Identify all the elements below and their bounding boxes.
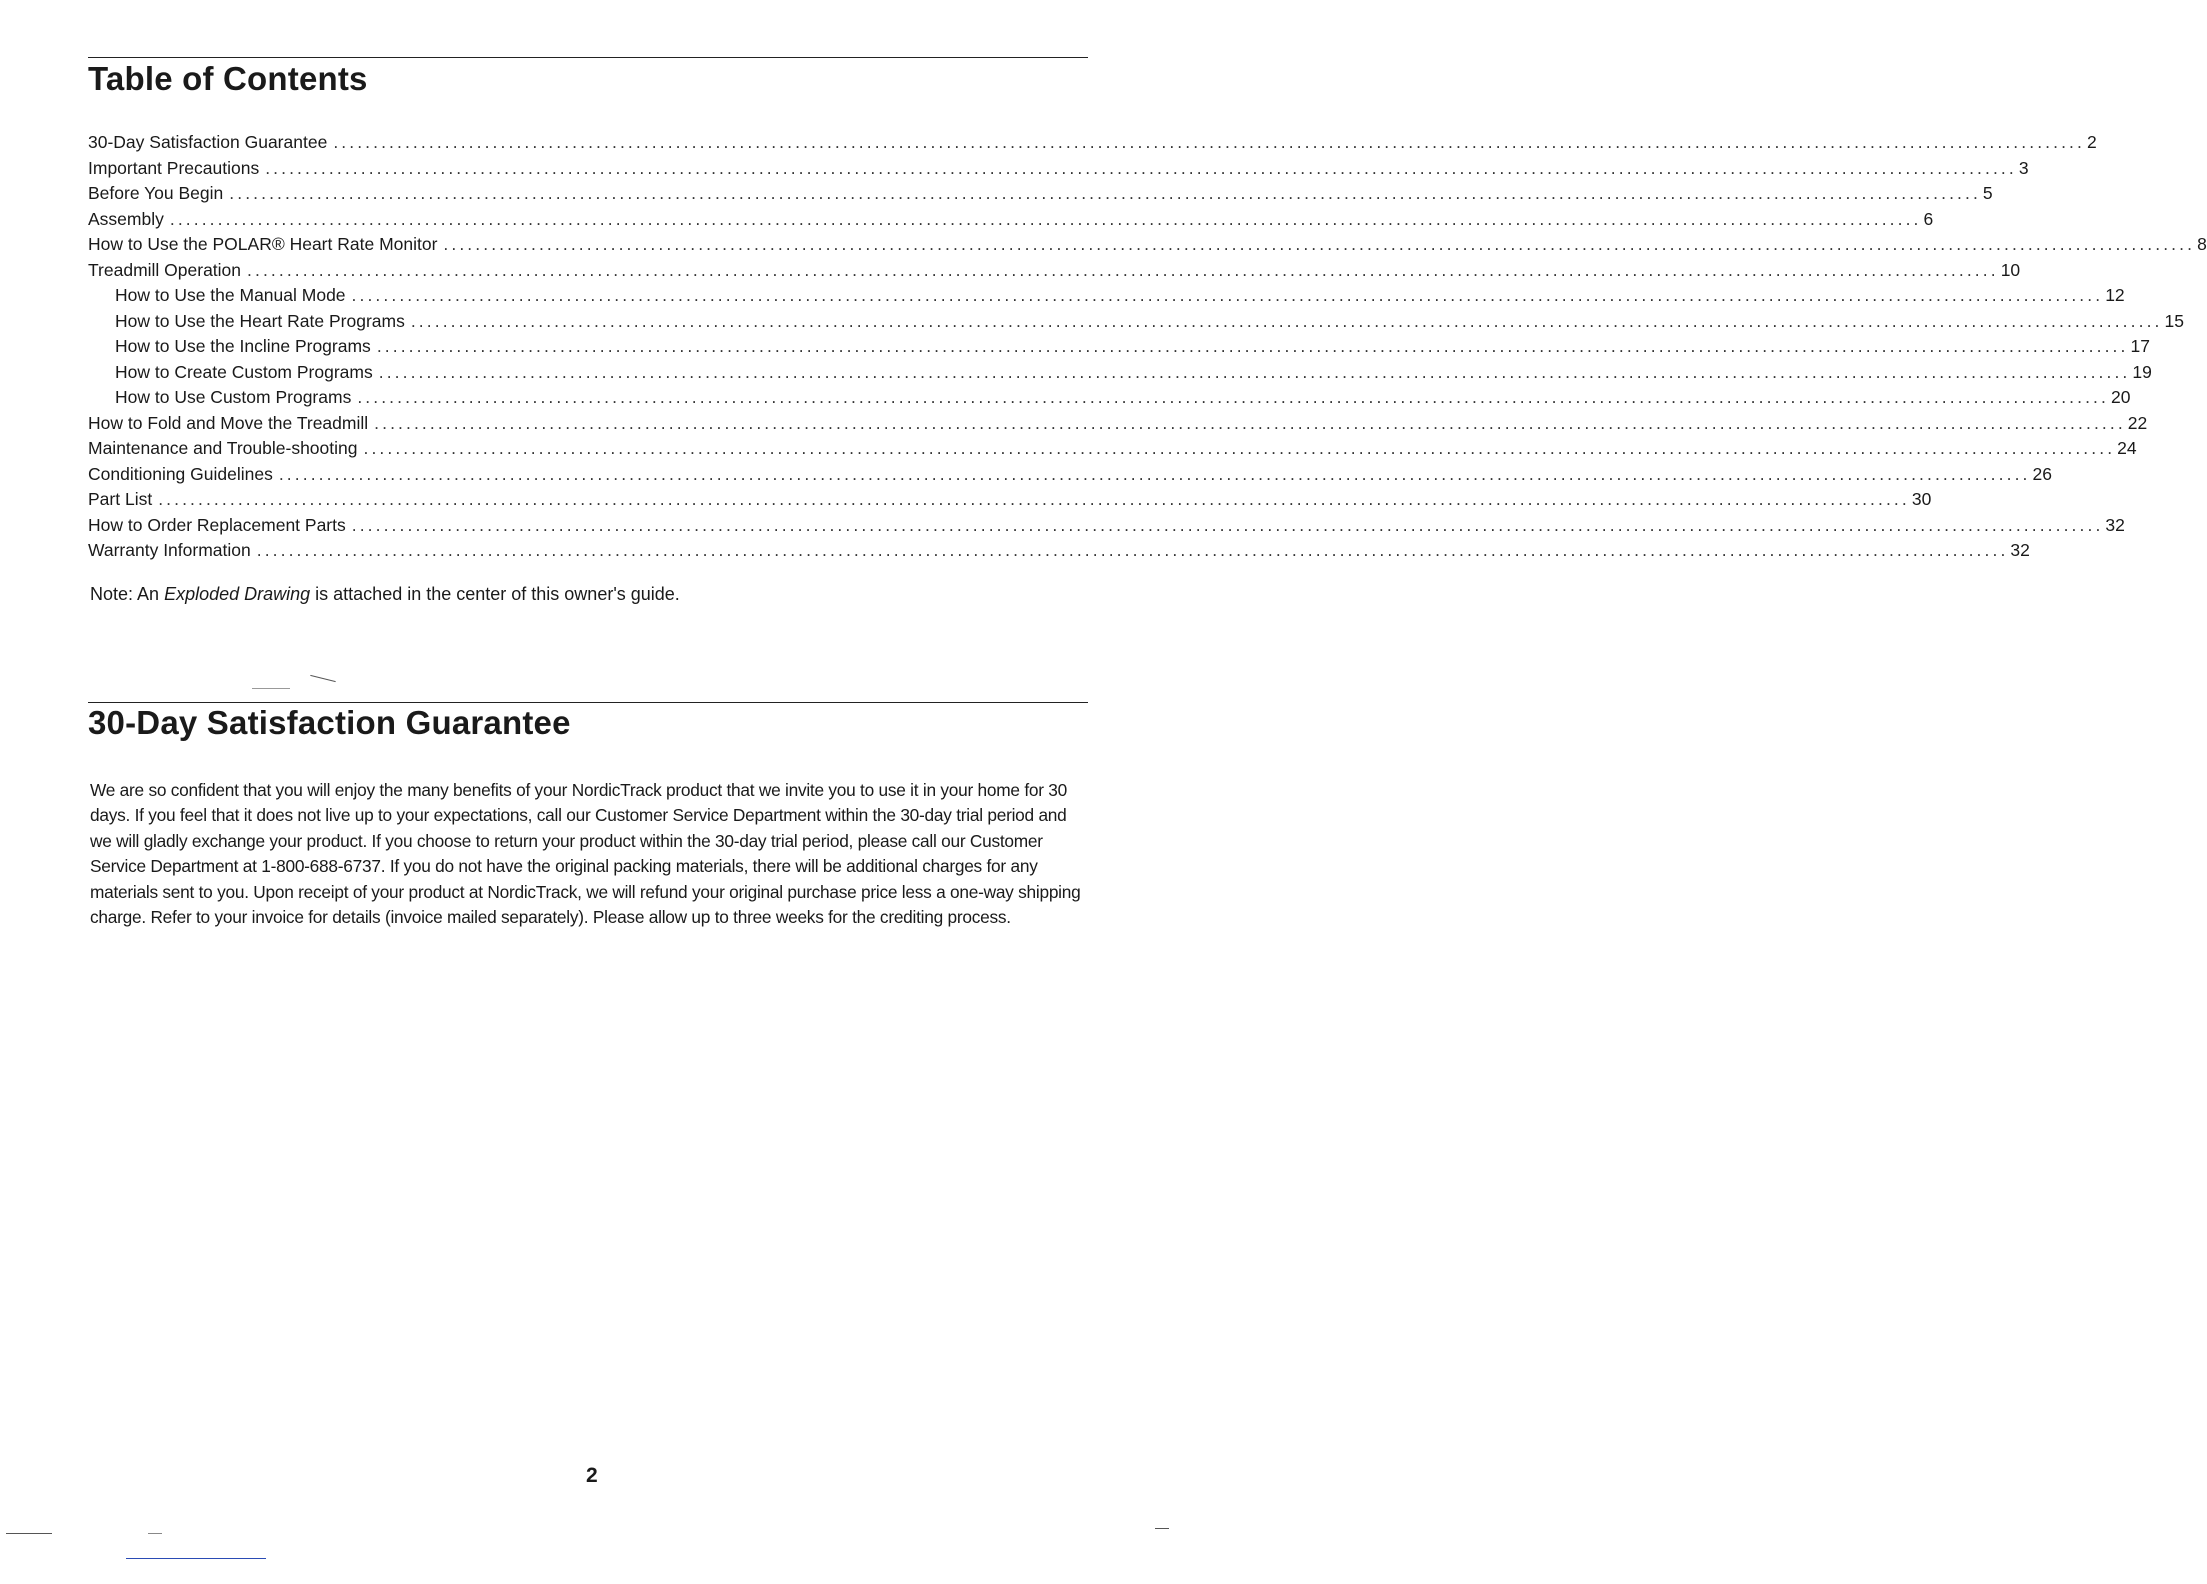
toc-entry-title: How to Use Custom Programs xyxy=(115,387,352,407)
toc-entry xyxy=(88,309,2184,335)
toc-entry-title: 30-Day Satisfaction Guarantee xyxy=(88,132,328,152)
toc-entry xyxy=(88,462,2052,488)
toc-dot-leader: ............................................................................................................................................................................................................................ xyxy=(374,412,2126,433)
scan-speck xyxy=(6,1533,52,1534)
toc-entry-page: 2 xyxy=(2086,132,2097,152)
toc-entry-page: 10 xyxy=(2000,259,2021,280)
scan-speck xyxy=(310,675,335,682)
toc-entry-page: 24 xyxy=(2117,438,2137,458)
toc-entry xyxy=(88,538,2030,564)
toc-dot-leader: ............................................................................................................................................................................................................................ xyxy=(158,489,1910,509)
toc-entry-page: 32 xyxy=(2010,540,2030,560)
toc-entry-title: Treadmill Operation xyxy=(88,259,242,280)
toc-dot-leader: ............................................................................................................................................................................................................................ xyxy=(333,132,2085,152)
toc-entry xyxy=(88,411,2148,437)
toc-dot-leader: ............................................................................................................................................................................................................................ xyxy=(229,183,1981,203)
toc-entry-page: 26 xyxy=(2032,463,2052,484)
toc-entry-page: 19 xyxy=(2132,361,2152,382)
toc-list xyxy=(88,130,2207,564)
toc-dot-leader: ............................................................................................................................................................................................................................ xyxy=(256,540,2009,560)
toc-dot-leader: ............................................................................................................................................................................................................................ xyxy=(265,157,2017,178)
toc-entry xyxy=(88,258,2021,284)
toc-dot-leader: ............................................................................................................................................................................................................................ xyxy=(357,387,2109,407)
toc-entry-title: Warranty Information xyxy=(88,540,251,560)
toc-entry xyxy=(88,283,2125,309)
note-suffix: is attached in the center of this owner's guide. xyxy=(310,584,680,604)
toc-dot-leader: ............................................................................................................................................................................................................................ xyxy=(410,310,2163,331)
toc-dot-leader: ............................................................................................................................................................................................................................ xyxy=(351,514,2104,535)
scan-speck xyxy=(252,688,290,689)
toc-entry xyxy=(88,487,1932,513)
toc-entry-page: 12 xyxy=(2105,285,2125,305)
toc-entry-page: 5 xyxy=(1982,183,1993,203)
toc-entry-page: 32 xyxy=(2105,514,2125,535)
toc-entry xyxy=(88,156,2029,182)
toc-entry-title: How to Fold and Move the Treadmill xyxy=(88,412,369,433)
note-emphasis: Exploded Drawing xyxy=(164,584,311,604)
toc-entry xyxy=(88,360,2152,386)
toc-entry-title: How to Use the Incline Programs xyxy=(115,336,371,356)
toc-entry xyxy=(88,207,1934,233)
guarantee-heading: 30-Day Satisfaction Guarantee xyxy=(88,704,571,741)
toc-entry-title: How to Use the POLAR® Heart Rate Monitor xyxy=(88,234,438,254)
toc-entry-title: How to Use the Manual Mode xyxy=(115,285,346,305)
toc-entry-page: 8 xyxy=(2197,234,2207,254)
toc-dot-leader: ............................................................................................................................................................................................................................ xyxy=(378,361,2131,382)
toc-entry-page: 17 xyxy=(2130,336,2150,356)
toc-entry xyxy=(88,385,2131,411)
guarantee-top-rule xyxy=(88,702,1088,703)
toc-entry xyxy=(88,436,2137,462)
toc-entry-title: Assembly xyxy=(88,208,164,229)
scan-speck xyxy=(126,1558,266,1559)
toc-entry xyxy=(88,130,2097,156)
toc-entry-page: 6 xyxy=(1923,208,1934,229)
toc-entry-page: 30 xyxy=(1911,489,1932,509)
toc-entry-page: 22 xyxy=(2127,412,2148,433)
toc-note xyxy=(90,584,680,605)
scan-speck xyxy=(148,1533,162,1534)
toc-dot-leader: ............................................................................................................................................................................................................................ xyxy=(169,208,1922,229)
toc-entry xyxy=(88,334,2150,360)
toc-entry-page: 15 xyxy=(2164,310,2184,331)
toc-dot-leader: ............................................................................................................................................................................................................................ xyxy=(247,259,1999,280)
toc-dot-leader: ............................................................................................................................................................................................................................ xyxy=(376,336,2129,356)
toc-entry-title: Part List xyxy=(88,489,153,509)
toc-entry xyxy=(88,513,2125,539)
toc-entry-title: Important Precautions xyxy=(88,157,260,178)
toc-dot-leader: ............................................................................................................................................................................................................................ xyxy=(351,285,2104,305)
toc-entry-title: How to Create Custom Programs xyxy=(115,361,373,382)
toc-entry-title: Maintenance and Trouble-shooting xyxy=(88,438,358,458)
page-number: 2 xyxy=(586,1464,598,1487)
toc-dot-leader: ............................................................................................................................................................................................................................ xyxy=(443,234,2196,254)
toc-entry-page: 20 xyxy=(2110,387,2131,407)
toc-dot-leader: ............................................................................................................................................................................................................................ xyxy=(363,438,2116,458)
toc-top-rule xyxy=(88,57,1088,58)
toc-entry-page: 3 xyxy=(2018,157,2029,178)
toc-entry-title: How to Order Replacement Parts xyxy=(88,514,346,535)
toc-entry-title: How to Use the Heart Rate Programs xyxy=(115,310,405,331)
toc-entry-title: Conditioning Guidelines xyxy=(88,463,273,484)
toc-entry xyxy=(88,181,1993,207)
toc-heading: Table of Contents xyxy=(88,60,368,97)
toc-dot-leader: ............................................................................................................................................................................................................................ xyxy=(278,463,2031,484)
toc-entry-title: Before You Begin xyxy=(88,183,224,203)
guarantee-body: We are so confident that you will enjoy the many benefits of your NordicTrack product that we invite you to use it in your home for 30 days. If you feel that it does not live up to your expectations, call our Customer Service Department within the 30-day trial period and we will gladly exchange your product. If you choose to return your product within the 30-day trial period, please call our Customer Service Department at 1-800-688-6737. If you do not have the original packing materials, there will be additional charges for any materials sent to you. Upon receipt of your product at NordicTrack, we will refund your original purchase price less a one-way shipping charge. Refer to your invoice for details (invoice mailed separately). Please allow up to three weeks for the crediting process. xyxy=(90,780,1081,928)
toc-entry xyxy=(88,232,2207,258)
scan-speck xyxy=(1155,1528,1169,1529)
note-prefix: Note: An xyxy=(90,584,165,604)
